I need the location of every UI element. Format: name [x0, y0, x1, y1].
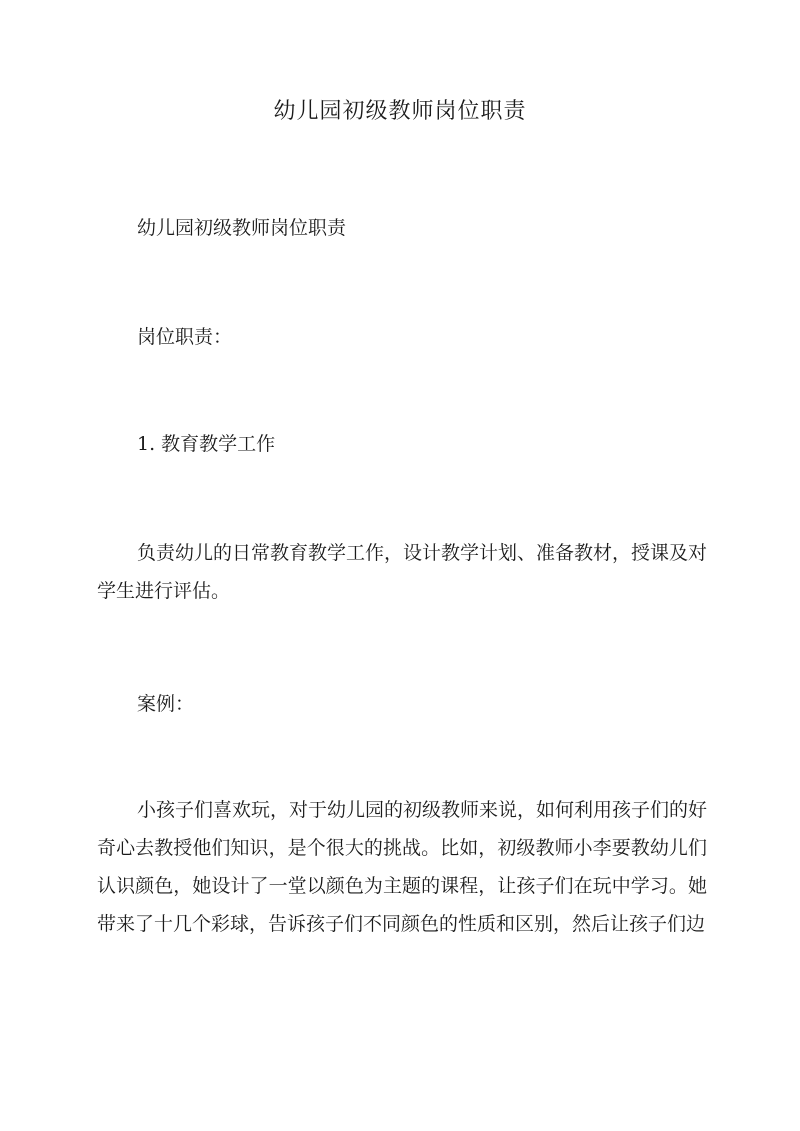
item1-paragraph: 负责幼儿的日常教育教学工作，设计教学计划、准备教材，授课及对学生进行评估。: [97, 542, 708, 602]
document-subtitle: 幼儿园初级教师岗位职责: [137, 217, 347, 239]
case-heading: 案例：: [137, 693, 195, 715]
case-paragraph: 小孩子们喜欢玩，对于幼儿园的初级教师来说，如何利用孩子们的好奇心去教授他们知识，是个很大的挑战。比如，初级教师小李要教幼儿们认识颜色，她设计了一堂以颜色为主题的课程，让孩子们在玩中学习。她带来了十几个彩球，告诉孩子们不同颜色的性质和区别，然后让孩子们边: [97, 799, 708, 935]
item1-heading: 1. 教育教学工作: [137, 433, 276, 455]
duty-heading: 岗位职责：: [137, 326, 233, 348]
document-title: 幼儿园初级教师岗位职责: [273, 99, 527, 124]
